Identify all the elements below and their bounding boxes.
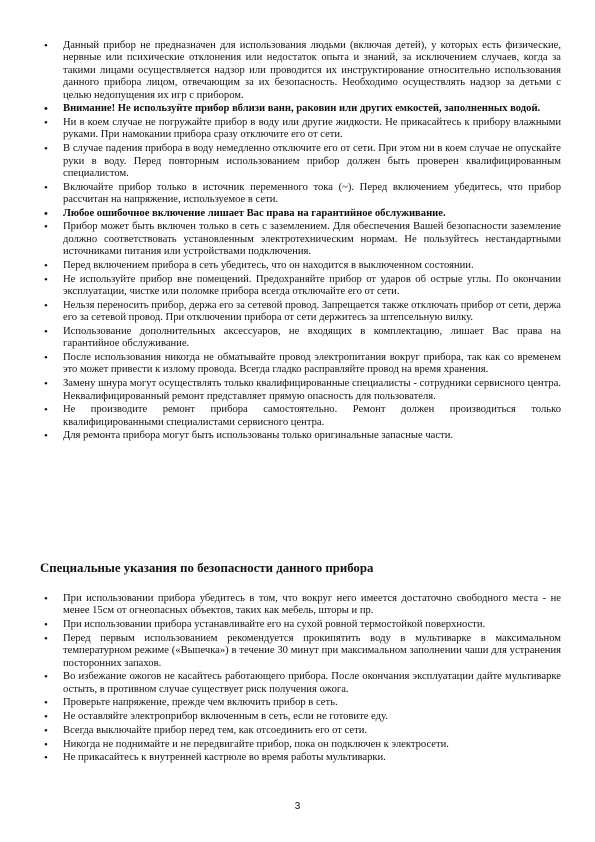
list-item: • Перед первым использованием рекомендуется прокипятить воду в мультиварке в максимальном температурном режиме («Выпечка») в течение 30 минут при максимальном заполнении чаши для устранения посторонних запахов.	[42, 633, 561, 670]
list-item: • После использования никогда не обматывайте провод электропитания вокруг прибора, так как со временем это может привести к излому провода. Всегда гладко расправляйте провод на время хранения.	[42, 352, 561, 377]
list-item: • Нельзя переносить прибор, держа его за сетевой провод. Запрещается также отключать прибор от сети, держа его за сетевой провод. При отключении прибора от сети держитесь за штепсельную вилку.	[42, 300, 561, 325]
list-item: • Всегда выключайте прибор перед тем, как отсоединить его от сети.	[42, 725, 561, 737]
list-item: • При использовании прибора устанавливайте его на сухой ровной термостойкой поверхности.	[42, 619, 561, 631]
list-item: • Перед включением прибора в сеть убедитесь, что он находится в выключенном состоянии.	[42, 260, 561, 272]
list-item: • Проверьте напряжение, прежде чем включить прибор в сеть.	[42, 697, 561, 709]
list-item: • При использовании прибора убедитесь в том, что вокруг него имеется достаточно свободного места - не менее 15см от огнеопасных объектов, таких как мебель, шторы и пр.	[42, 593, 561, 618]
list-item: • Включайте прибор только в источник переменного тока (~). Перед включением убедитесь, что прибор рассчитан на напряжение, используемое в сети.	[42, 182, 561, 207]
list-item: • Не используйте прибор вне помещений. Предохраняйте прибор от ударов об острые углы. По окончании эксплуатации, чистке или поломке прибора всегда отключайте его от сети.	[42, 274, 561, 299]
list-item: • Ни в коем случае не погружайте прибор в воду или другие жидкости. Не прикасайтесь к прибору влажными руками. При намокании прибора сразу отключите его от сети.	[42, 117, 561, 142]
list-item: • В случае падения прибора в воду немедленно отключите его от сети. При этом ни в коем случае не опускайте руки в воду. Перед повторным использованием прибор должен быть проверен квалифицированным специалистом.	[42, 143, 561, 180]
list-item: • Внимание! Не используйте прибор вблизи ванн, раковин или других емкостей, заполненных водой.	[42, 103, 561, 115]
section-heading: Специальные указания по безопасности данного прибора	[40, 561, 374, 575]
list-item: • Не прикасайтесь к внутренней кастрюле во время работы мультиварки.	[42, 752, 561, 764]
list-item: • Использование дополнительных аксессуаров, не входящих в комплектацию, лишает Вас права на гарантийное обслуживание.	[42, 326, 561, 351]
list-item: • Во избежание ожогов не касайтесь работающего прибора. После окончания эксплуатации дайте мультиварке остыть, в противном случае существует риск получения ожога.	[42, 671, 561, 696]
list-item: • Не производите ремонт прибора самостоятельно. Ремонт должен производиться только квалифицированными специалистами сервисного центра.	[42, 404, 561, 429]
list-item: • Прибор может быть включен только в сеть с заземлением. Для обеспечения Вашей безопасности заземление должно соответствовать установленным электротехническим нормам. Не пользуйтесь нестандартными источниками питания или устройствами подключения.	[42, 221, 561, 258]
list-item: • Для ремонта прибора могут быть использованы только оригинальные запасные части.	[42, 430, 561, 442]
list-item: • Никогда не поднимайте и не передвигайте прибор, пока он подключен к электросети.	[42, 739, 561, 751]
list-item: • Не оставляйте электроприбор включенным в сеть, если не готовите еду.	[42, 711, 561, 723]
list-item: • Любое ошибочное включение лишает Вас права на гарантийное обслуживание.	[42, 208, 561, 220]
page-number: 3	[294, 801, 301, 812]
list-item: • Данный прибор не предназначен для использования людьми (включая детей), у которых есть физические, нервные или психические отклонения или недостаток опыта и знаний, за исключением случаев, когда за такими лицами осуществляется надзор или проводится их инструктирование относительно использования данного прибора лицом, отвечающим за их безопасность. Необходимо осуществлять надзор за детьми с целью недопущения их игр с прибором.	[42, 40, 561, 102]
special-instructions-list	[42, 593, 561, 766]
safety-list	[42, 40, 561, 444]
list-item: • Замену шнура могут осуществлять только квалифицированные специалисты - сотрудники сервисного центра. Неквалифицированный ремонт представляет прямую опасность для пользователя.	[42, 378, 561, 403]
